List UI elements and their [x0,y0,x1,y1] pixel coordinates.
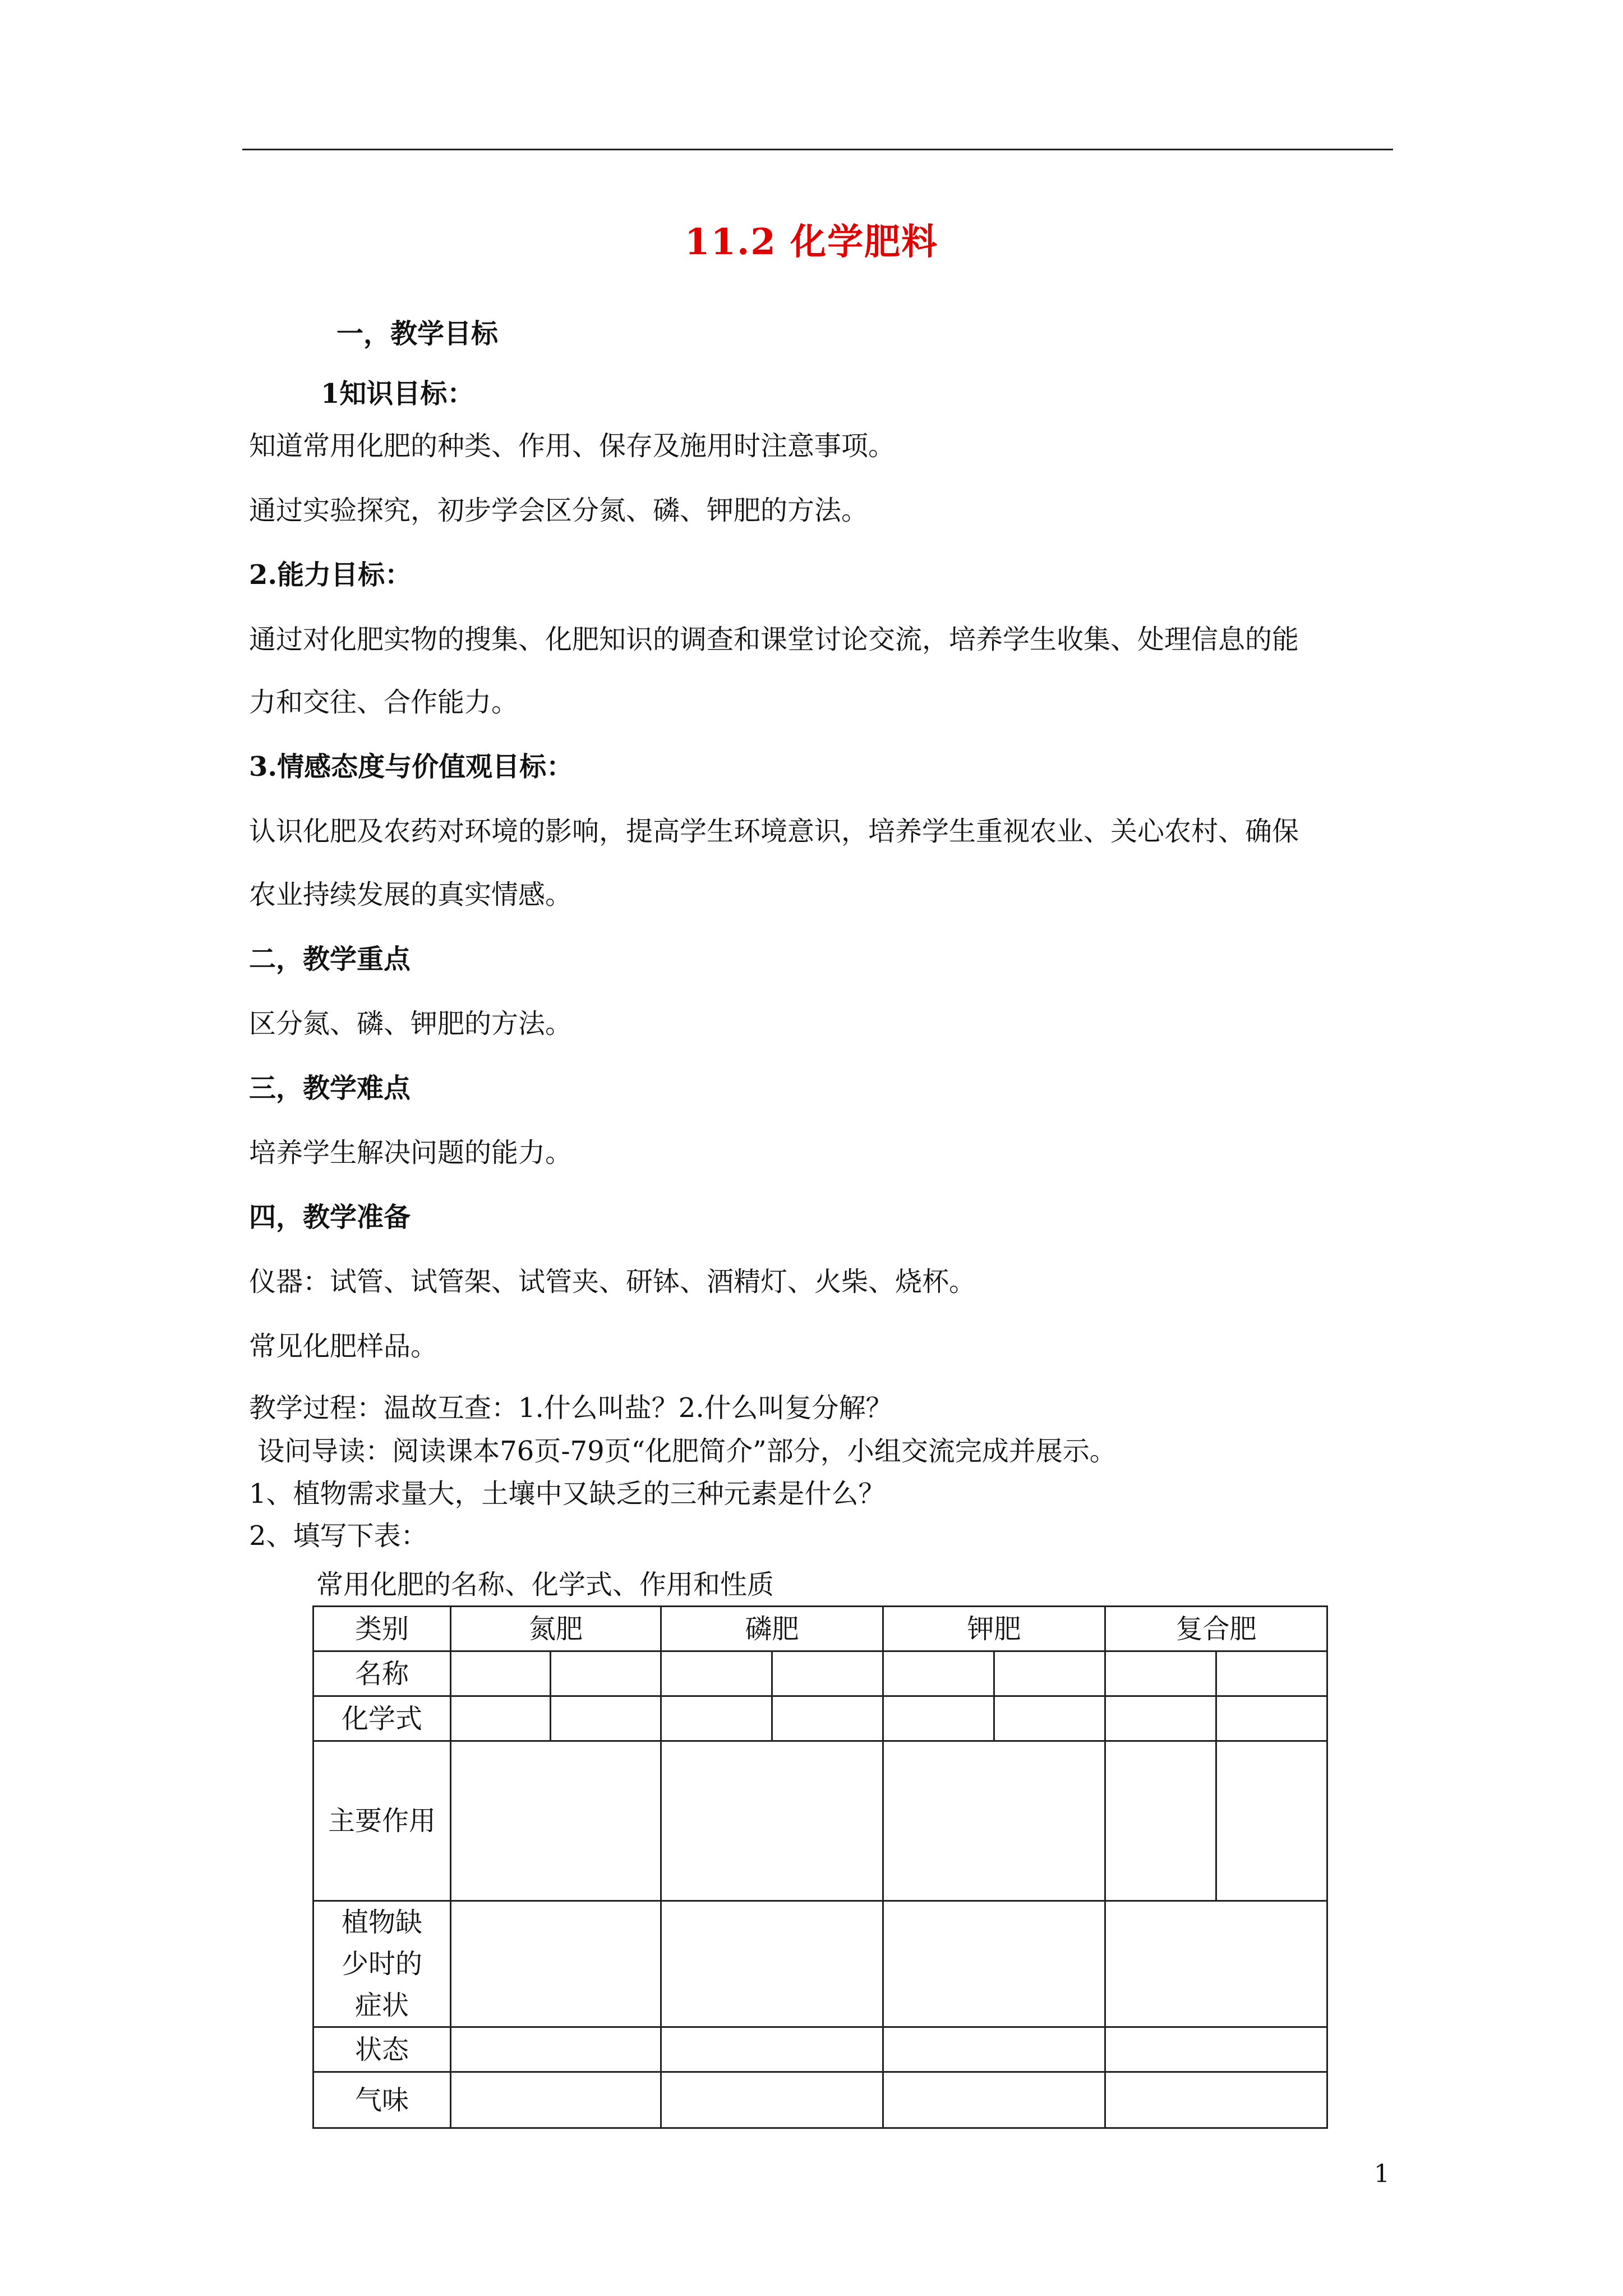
header-rule [242,149,1393,150]
paragraph: 仪器：试管、试管架、试管夹、研钵、酒精灯、火柴、烧杯。 [249,1266,976,1297]
page-title: 11.2 化学肥料 [684,221,939,263]
table-row [313,1607,1327,1651]
header-nitrogen: 氮肥 [451,1607,661,1651]
table-cell[interactable] [551,1696,661,1741]
table-cell[interactable] [451,1741,661,1901]
table-row [313,1741,1327,1901]
subheading-knowledge: 1知识目标： [321,378,474,409]
paragraph: 教学过程：温故互查：1.什么叫盐？2.什么叫复分解？ [249,1392,893,1424]
table-cell[interactable] [1105,1901,1327,2027]
table-cell[interactable] [451,2072,661,2128]
subheading-emotion: 3.情感态度与价值观目标： [249,751,574,783]
paragraph: 农业持续发展的真实情感。 [249,879,573,910]
table-cell[interactable] [661,1651,772,1696]
table-cell[interactable] [883,1696,994,1741]
table-cell[interactable] [1105,2072,1327,2128]
table-cell[interactable] [883,2027,1105,2072]
row-label-function: 主要作用 [313,1741,451,1901]
paragraph: 1、植物需求量大，土壤中又缺乏的三种元素是什么？ [249,1478,886,1510]
table-cell[interactable] [883,2072,1105,2128]
table-cell[interactable] [451,1651,551,1696]
table-cell[interactable] [772,1651,883,1696]
table-cell[interactable] [1105,1741,1216,1901]
table-cell[interactable] [883,1741,1105,1901]
table-cell[interactable] [883,1651,994,1696]
header-category: 类别 [313,1607,451,1651]
paragraph: 区分氮、磷、钾肥的方法。 [249,1008,573,1039]
section-heading-preparation: 四，教学准备 [249,1202,411,1233]
row-label-formula: 化学式 [313,1696,451,1741]
paragraph: 培养学生解决问题的能力。 [249,1137,573,1168]
table-cell[interactable] [661,2072,883,2128]
section-heading-objectives: 一，教学目标 [336,318,499,349]
paragraph: 常见化肥样品。 [249,1331,438,1362]
header-potassium: 钾肥 [883,1607,1105,1651]
table-cell[interactable] [1216,1741,1327,1901]
table-cell[interactable] [1216,1651,1327,1696]
table-cell[interactable] [661,1741,883,1901]
table-cell[interactable] [551,1651,661,1696]
table-cell[interactable] [772,1696,883,1741]
table-cell[interactable] [661,1696,772,1741]
table-cell[interactable] [451,1696,551,1741]
table-cell[interactable] [661,1901,883,2027]
fertilizer-table [312,1605,1328,2129]
table-cell[interactable] [451,2027,661,2072]
table-cell[interactable] [994,1696,1105,1741]
table-row [313,2072,1327,2128]
table-cell[interactable] [661,2027,883,2072]
paragraph: 2、填写下表： [249,1520,428,1552]
table-cell[interactable] [1216,1696,1327,1741]
paragraph: 设问导读：阅读课本76页-79页“化肥简介”部分，小组交流完成并展示。 [249,1435,1117,1467]
table-row [313,1901,1327,2027]
paragraph: 通过对化肥实物的搜集、化肥知识的调查和课堂讨论交流，培养学生收集、处理信息的能 [249,624,1299,655]
row-label-state: 状态 [313,2027,451,2072]
table-cell[interactable] [451,1901,661,2027]
section-heading-difficulty: 三，教学难点 [249,1073,411,1104]
table-cell[interactable] [1105,2027,1327,2072]
row-label-odor: 气味 [313,2072,451,2128]
paragraph: 通过实验探究，初步学会区分氮、磷、钾肥的方法。 [249,495,869,526]
paragraph: 知道常用化肥的种类、作用、保存及施用时注意事项。 [249,430,896,462]
paragraph: 认识化肥及农药对环境的影响，提高学生环境意识，培养学生重视农业、关心农村、确保 [249,816,1299,847]
row-label-name: 名称 [313,1651,451,1696]
table-cell[interactable] [883,1901,1105,2027]
header-compound: 复合肥 [1105,1607,1327,1651]
table-row [313,2027,1327,2072]
page-number: 1 [1374,2160,1390,2188]
subheading-ability: 2.能力目标： [249,559,412,591]
table-cell[interactable] [1105,1651,1216,1696]
table-cell[interactable] [1105,1696,1216,1741]
section-heading-key-points: 二，教学重点 [249,944,411,975]
row-label-deficiency: 植物缺少时的症状 [313,1901,451,2027]
table-cell[interactable] [994,1651,1105,1696]
table-row [313,1696,1327,1741]
header-phosphorus: 磷肥 [661,1607,883,1651]
table-caption: 常用化肥的名称、化学式、作用和性质 [316,1569,774,1600]
paragraph: 力和交往、合作能力。 [249,687,519,718]
table-row [313,1651,1327,1696]
